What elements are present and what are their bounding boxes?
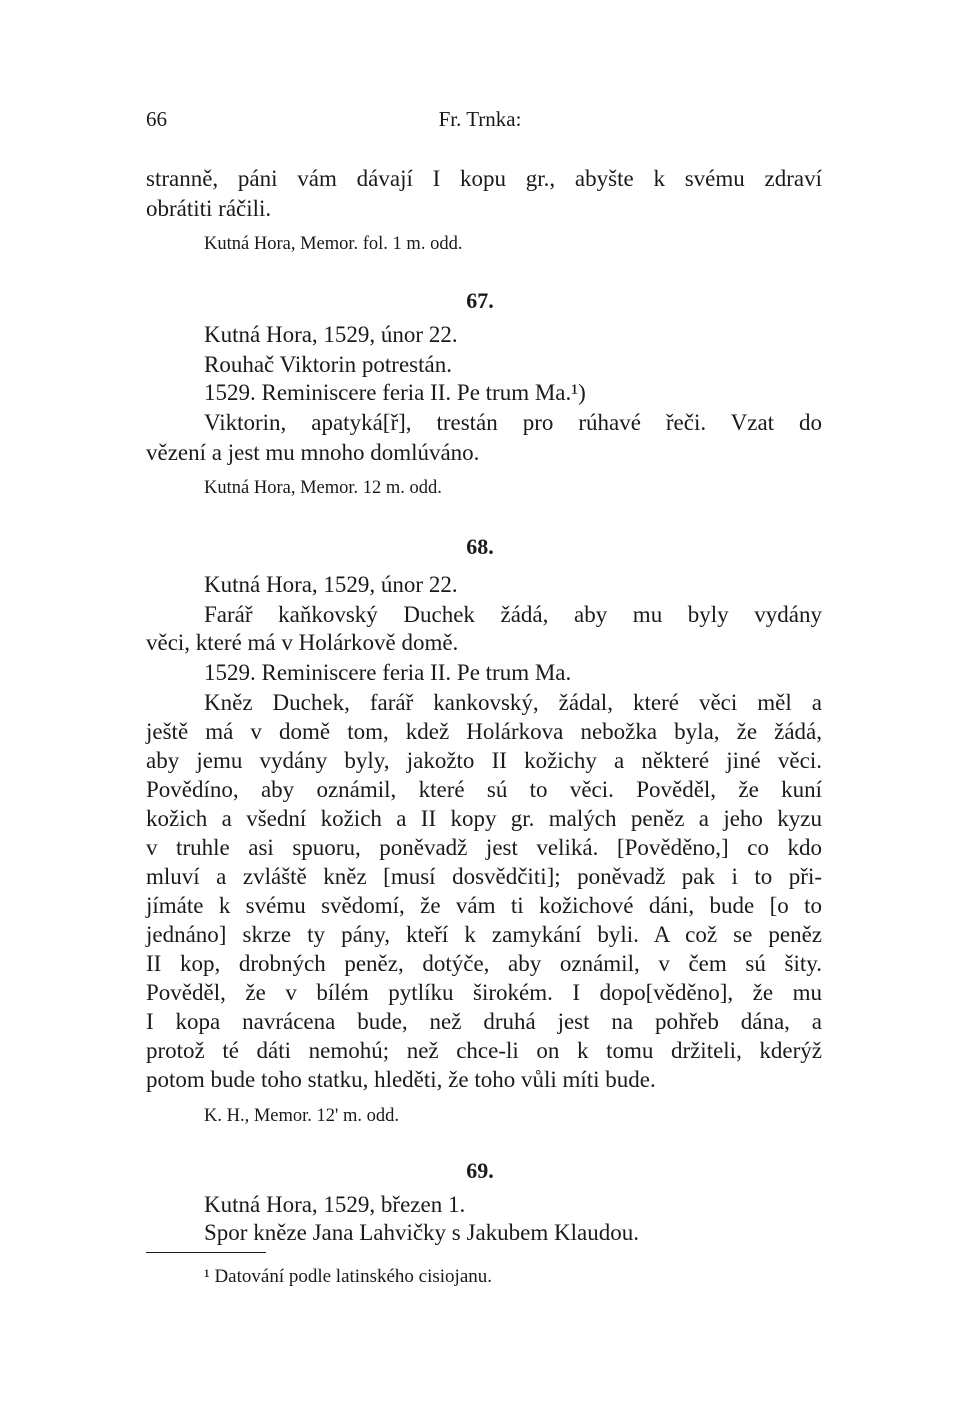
paragraph-line: vězení a jest mu mnoho domlúváno.	[146, 440, 480, 465]
footnote	[204, 1266, 492, 1288]
paragraph-line: Pověděl, že v bílém pytlíku širokém. I dopo[věděno], že mu	[146, 980, 822, 1005]
footnote-mark: ¹	[204, 1266, 210, 1287]
entry-summary: věci, které má v Holárkově domě.	[146, 630, 459, 655]
paragraph-line: kožich a všední kožich a II kopy gr. malých peněz a jeho kyzu	[146, 806, 822, 831]
paragraph-line: mluví a zvláště kněz [musí dosvědčiti]; poněvadž pak i to při-	[146, 864, 822, 889]
paragraph-line: potom bude toho statku, hleděti, že toho vůli míti bude.	[146, 1067, 656, 1092]
paragraph-line: Povědíno, aby oznámil, které sú to věci. Pověděl, že kuní	[146, 777, 822, 802]
paragraph-line: Kněz Duchek, farář kankovský, žádal, které věci měl a	[204, 690, 822, 715]
paragraph-line: aby jemu vydány byly, jakožto II kožichy a některé jiné věci.	[146, 748, 822, 773]
paragraph-line: ještě má v domě tom, kdež Holárkova nebožka byla, že žádá,	[146, 719, 822, 744]
entry-date-line: 1529. Reminiscere feria II. Pe trum Ma.	[204, 660, 572, 685]
source-citation: Kutná Hora, Memor. 12 m. odd.	[204, 478, 442, 498]
source-citation: Kutná Hora, Memor. fol. 1 m. odd.	[204, 234, 463, 254]
entry-place-date: Kutná Hora, 1529, březen 1.	[204, 1192, 466, 1217]
paragraph-line: stranně, páni vám dávají I kopu gr., abyšte k svému zdraví	[146, 166, 822, 191]
paragraph-line: II kop, drobných peněz, dotýče, aby oznámil, v čem sú šity.	[146, 951, 822, 976]
entry-summary: Farář kaňkovský Duchek žádá, aby mu byly vydány	[204, 602, 822, 627]
source-citation: K. H., Memor. 12' m. odd.	[204, 1106, 400, 1126]
page-number: 66	[146, 107, 167, 131]
entry-summary: Spor kněze Jana Lahvičky s Jakubem Klaudou.	[204, 1220, 639, 1245]
paragraph-line: v truhle asi spuoru, poněvadž jest veliká. [Pověděno,] co kdo	[146, 835, 822, 860]
entry-number: 67.	[466, 288, 494, 313]
entry-number: 68.	[466, 534, 494, 559]
entry-number: 69.	[466, 1158, 494, 1183]
entry-place-date: Kutná Hora, 1529, únor 22.	[204, 572, 458, 597]
paragraph-line: Viktorin, apatyká[ř], trestán pro rúhavé řeči. Vzat do	[204, 410, 822, 435]
paragraph-line: I kopa navrácena bude, než druhá jest na pohřeb dána, a	[146, 1009, 822, 1034]
footnote-rule	[146, 1252, 266, 1253]
paragraph-line: obrátiti ráčili.	[146, 196, 272, 221]
entry-place-date: Kutná Hora, 1529, únor 22.	[204, 322, 458, 347]
footnote-text: Datování podle latinského cisiojanu.	[214, 1266, 493, 1287]
entry-summary: Rouhač Viktorin potrestán.	[204, 352, 452, 377]
paragraph-line: protož té dáti nemohú; než chce-li on k tomu držiteli, kderýž	[146, 1038, 822, 1063]
paragraph-line: jímáte k svému svědomí, že vám ti kožichové dáni, bude [o to	[146, 893, 822, 918]
entry-date-line: 1529. Reminiscere feria II. Pe trum Ma.¹)	[204, 380, 586, 405]
running-title: Fr. Trnka:	[438, 107, 522, 131]
paragraph-line: jednáno] skrze ty pány, kteří k zamykání byli. A což se peněz	[146, 922, 822, 947]
